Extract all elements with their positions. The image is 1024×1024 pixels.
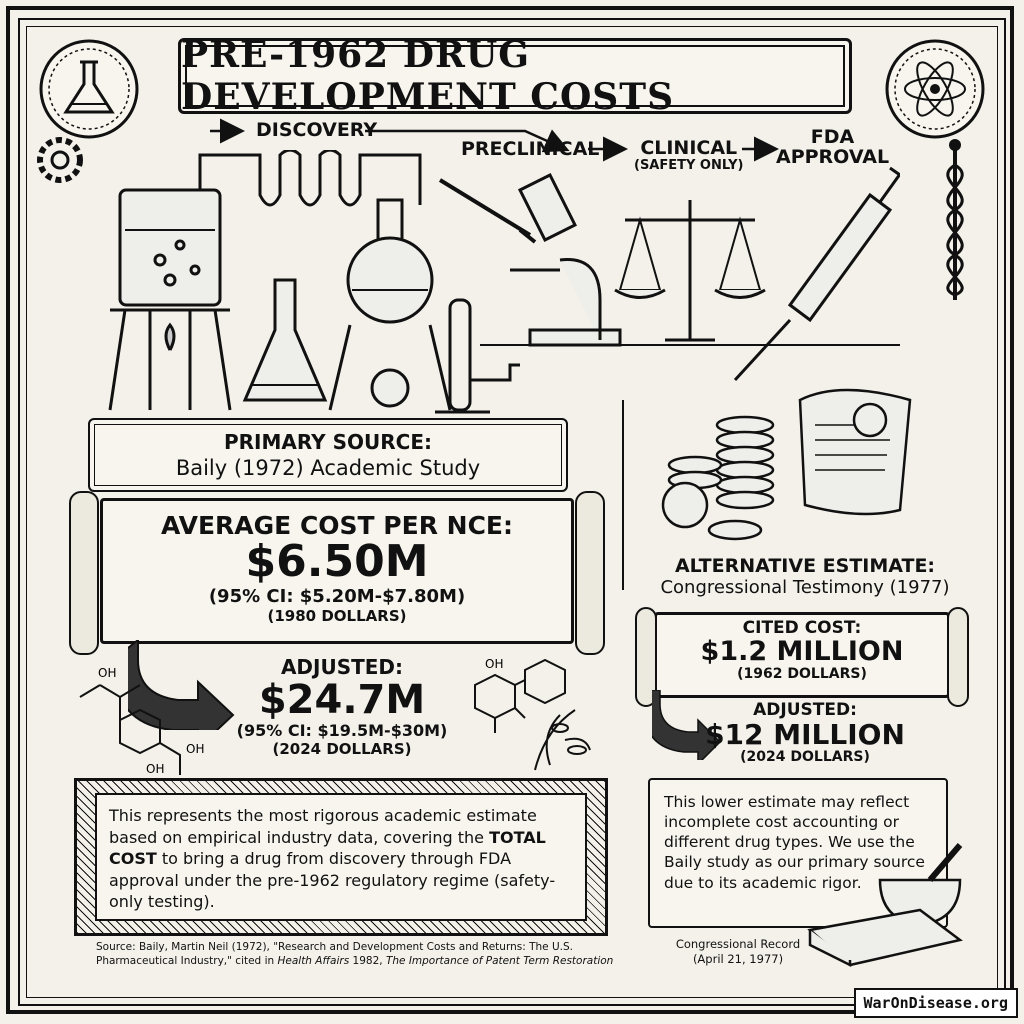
primary-source-box [88, 418, 568, 492]
alt-adjusted-dollars: (2024 DOLLARS) [740, 749, 870, 766]
step-fda-line1: FDA [810, 126, 855, 148]
adjusted-heading: ADJUSTED: [280, 655, 404, 679]
average-cost-scroll [100, 498, 574, 644]
scroll-roll-right [575, 491, 605, 655]
watermark-link[interactable]: WarOnDisease.org [854, 988, 1019, 1018]
citation-line2-c: 1982, [349, 955, 386, 968]
alt-note-text: This lower estimate may reflect incomplete cost accounting or different drug types. We use the Baily study as our primary source due to its academic rigor. [664, 793, 925, 892]
record-line1: Congressional Record [675, 937, 801, 951]
molecule-illustration [60, 655, 210, 785]
note-text-emphasis: TOTAL COST [109, 827, 546, 869]
caduceus-icon [920, 135, 990, 305]
alt-adjusted-block [700, 700, 910, 765]
step-clinical-label: CLINICAL [640, 137, 738, 159]
adjusted-dollars: (2024 DOLLARS) [272, 740, 412, 758]
citation [96, 940, 616, 968]
alt-adjusted-label: ADJUSTED: [753, 700, 857, 720]
cited-cost-scroll [654, 612, 950, 698]
cited-cost-dollars: (1962 DOLLARS) [737, 666, 867, 683]
cited-cost-label: CITED COST: [742, 618, 862, 638]
average-cost-value: $6.50M [245, 536, 429, 587]
note-box [95, 793, 587, 921]
citation-journal: Health Affairs [277, 955, 350, 968]
svg-text:OH: OH [186, 742, 205, 756]
svg-text:OH: OH [485, 657, 504, 671]
citation-title: The Importance of Patent Term Restoration [385, 955, 614, 968]
citation-line2-a: Pharmaceutical Industry," cited in [96, 955, 278, 968]
average-cost-dollars: (1980 DOLLARS) [267, 607, 407, 625]
page-title: PRE-1962 DRUG DEVELOPMENT COSTS [181, 34, 675, 118]
step-discovery: DISCOVERY [256, 119, 378, 141]
title-banner [178, 34, 852, 118]
cited-cost-value: $1.2 MILLION [700, 636, 904, 667]
alt-adjusted-value: $12 MILLION [705, 718, 905, 751]
note-box-frame [74, 778, 608, 936]
adjusted-value: $24.7M [258, 677, 426, 723]
cited-scroll-roll-right [947, 607, 969, 707]
step-fda-line2: APPROVAL [776, 145, 890, 168]
svg-text:OH: OH [98, 666, 117, 680]
adjusted-ci: (95% CI: $19.5M-$30M) [236, 721, 448, 740]
step-preclinical: PRECLINICAL [461, 138, 600, 160]
section-divider [622, 400, 624, 590]
record-line2: (April 21, 1977) [692, 951, 784, 966]
primary-source-text: Baily (1972) Academic Study [175, 456, 481, 480]
alternative-source: Congressional Testimony (1977) [660, 577, 950, 598]
note-text-2: to bring a drug from discovery through FDA approval under the pre-1962 regulatory regime (safety-only testing). [109, 849, 556, 912]
gear-icon [30, 130, 90, 190]
citation-line2 [96, 954, 616, 968]
primary-source-heading: PRIMARY SOURCE: [223, 430, 433, 454]
flask-medallion-icon [34, 34, 144, 144]
alternative-heading: ALTERNATIVE ESTIMATE: [674, 555, 936, 577]
adjusted-block [222, 655, 462, 758]
average-cost-heading: AVERAGE COST PER NCE: [160, 511, 514, 540]
note-text-1: This represents the most rigorous academic estimate based on empirical industry data, covering the [109, 806, 537, 847]
alternative-estimate [640, 555, 970, 598]
scroll-roll-left [69, 491, 99, 655]
average-cost-ci: (95% CI: $5.20M-$7.80M) [208, 586, 466, 607]
citation-line1: Source: Baily, Martin Neil (1972), "Research and Development Costs and Returns: The U.S. [96, 941, 573, 953]
step-clinical-note: (SAFETY ONLY) [634, 157, 744, 173]
svg-text:OH: OH [146, 762, 165, 776]
molecule-plant-illustration [455, 650, 595, 780]
mortar-book-illustration [800, 840, 970, 970]
congressional-record [668, 937, 808, 967]
coins-document-illustration [655, 380, 945, 545]
